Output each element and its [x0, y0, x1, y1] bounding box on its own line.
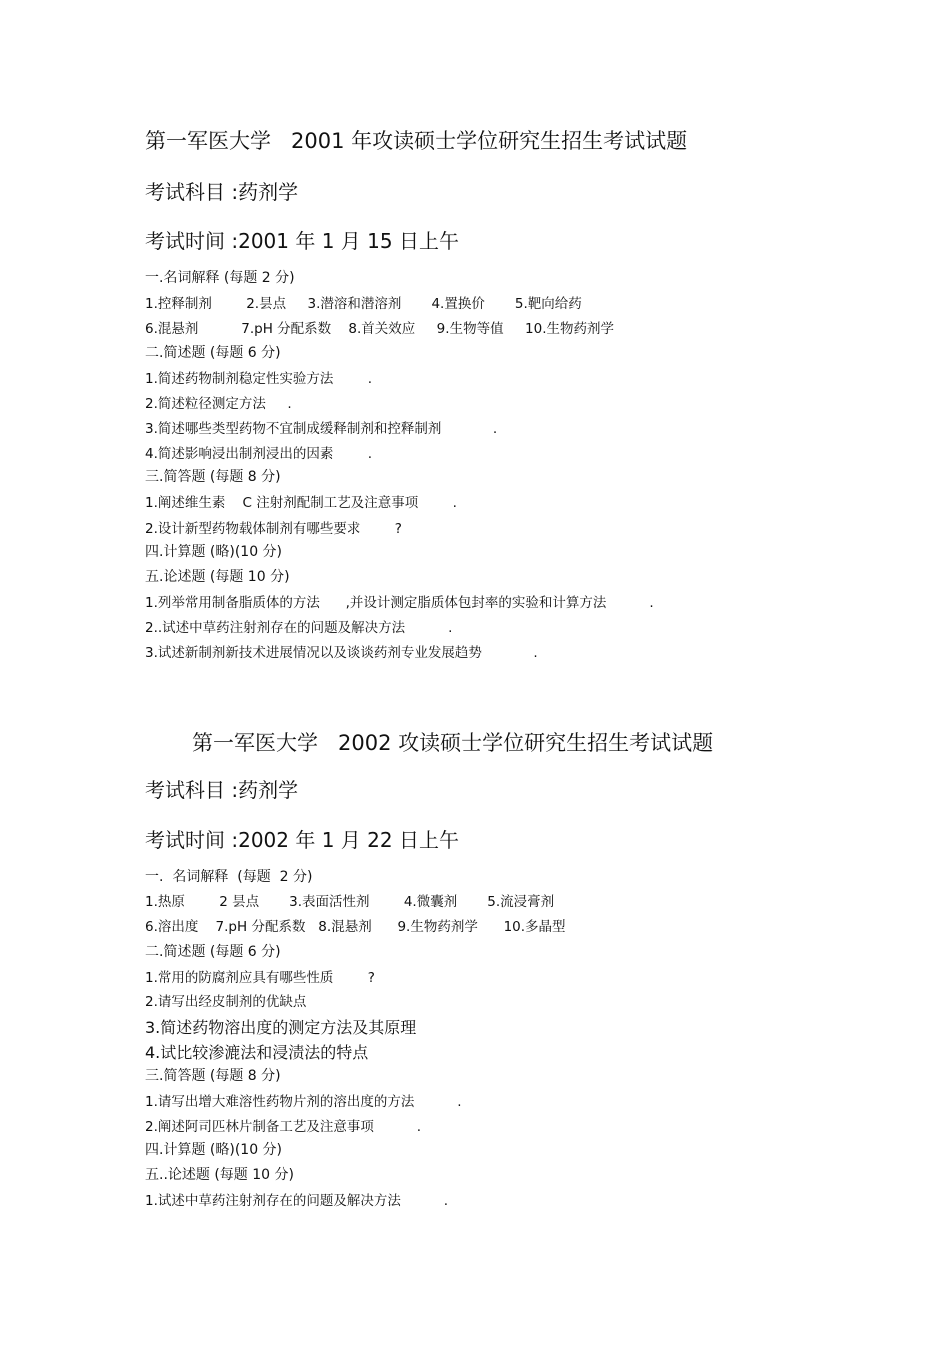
exam-2002-section-5-q1: 1.试述中草药注射剂存在的问题及解决方法 .: [145, 1193, 449, 1209]
exam-2001-section-4-title: 四.计算题 (略)(10 分): [145, 544, 283, 560]
exam-2001-section-5-title: 五.论述题 (每题 10 分): [145, 569, 290, 585]
exam-2002-subject: 考试科目 :药剂学: [145, 778, 299, 802]
exam-2001-section-5-q2: 2..试述中草药注射剂存在的问题及解决方法 .: [145, 620, 453, 636]
exam-2002-section-3-q1: 1.请写出增大难溶性药物片剂的溶出度的方法 .: [145, 1094, 462, 1110]
exam-2001-title: 第一军医大学 2001 年攻读硕士学位研究生招生考试试题: [145, 129, 688, 153]
exam-2002-section-2-q2: 2.请写出经皮制剂的优缺点: [145, 994, 307, 1010]
exam-2001-section-2-q1: 1.简述药物制剂稳定性实验方法 .: [145, 371, 373, 387]
exam-2001-section-1-row-2: 6.混悬剂 7.pH 分配系数 8.首关效应 9.生物等值 10.生物药剂学: [145, 321, 614, 337]
exam-2002-section-1-row-1: 1.热原 2 昙点 3.表面活性剂 4.微囊剂 5.流浸膏剂: [145, 894, 555, 910]
exam-2002-section-1-row-2: 6.溶出度 7.pH 分配系数 8.混悬剂 9.生物药剂学 10.多晶型: [145, 919, 566, 935]
exam-2002-section-2-title: 二.简述题 (每题 6 分): [145, 944, 281, 960]
exam-2002-section-2-q3: 3.简述药物溶出度的测定方法及其原理: [145, 1018, 417, 1037]
exam-2001-section-3-q2: 2.设计新型药物载体制剂有哪些要求 ?: [145, 521, 402, 537]
exam-2002-time: 考试时间 :2002 年 1 月 22 日上午: [145, 828, 459, 852]
exam-2002-title: 第一军医大学 2002 攻读硕士学位研究生招生考试试题: [192, 731, 714, 755]
exam-2002-section-2-q4: 4.试比较渗漉法和浸渍法的特点: [145, 1043, 369, 1062]
exam-2002-section-2-q1: 1.常用的防腐剂应具有哪些性质 ?: [145, 970, 375, 986]
exam-2002-section-3-q2: 2.阐述阿司匹林片制备工艺及注意事项 .: [145, 1119, 422, 1135]
exam-2001-section-5-q1: 1.列举常用制备脂质体的方法 ,并设计测定脂质体包封率的实验和计算方法 .: [145, 595, 654, 611]
exam-2001-section-2-q2: 2.简述粒径测定方法 .: [145, 396, 292, 412]
exam-2002-section-5-title: 五..论述题 (每题 10 分): [145, 1167, 294, 1183]
exam-2001-section-2-title: 二.简述题 (每题 6 分): [145, 345, 281, 361]
exam-2001-section-3-title: 三.简答题 (每题 8 分): [145, 469, 281, 485]
exam-2001-section-2-q4: 4.简述影响浸出制剂浸出的因素 .: [145, 446, 373, 462]
exam-2002-section-1-title: 一. 名词解释 (每题 2 分): [145, 869, 313, 885]
exam-2001-subject: 考试科目 :药剂学: [145, 180, 299, 204]
exam-2001-time: 考试时间 :2001 年 1 月 15 日上午: [145, 229, 459, 253]
exam-2001-section-1-row-1: 1.控释制剂 2.昙点 3.潜溶和潜溶剂 4.置换价 5.靶向给药: [145, 296, 582, 312]
exam-2002-section-3-title: 三.简答题 (每题 8 分): [145, 1068, 281, 1084]
exam-2001-section-3-q1: 1.阐述维生素 C 注射剂配制工艺及注意事项 .: [145, 495, 457, 511]
exam-2001-section-2-q3: 3.简述哪些类型药物不宜制成缓释制剂和控释制剂 .: [145, 421, 498, 437]
exam-2001-section-1-title: 一.名词解释 (每题 2 分): [145, 270, 295, 286]
exam-2001-section-5-q3: 3.试述新制剂新技术进展情况以及谈谈药剂专业发展趋势 .: [145, 645, 538, 661]
exam-2002-section-4-title: 四.计算题 (略)(10 分): [145, 1142, 283, 1158]
